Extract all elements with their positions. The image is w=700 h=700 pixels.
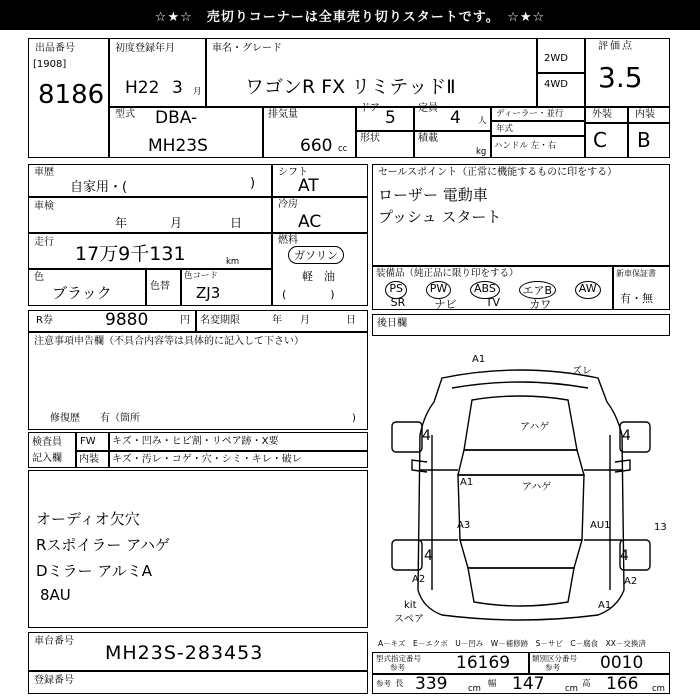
mark-13: 13 bbox=[654, 522, 667, 533]
equip-abs: ABS bbox=[470, 281, 500, 299]
year-label: 年式 bbox=[496, 124, 514, 134]
width-unit: cm bbox=[565, 684, 578, 694]
length-unit: cm bbox=[468, 684, 481, 694]
after-sales-label: 後日欄 bbox=[377, 318, 407, 329]
cooler-value: AC bbox=[298, 212, 322, 232]
equip-airbag: エアB bbox=[519, 281, 557, 299]
mark-au1: AU1 bbox=[590, 520, 611, 531]
new-car-value: 有・無 bbox=[620, 292, 653, 305]
color-code-label: 色コード bbox=[184, 271, 219, 281]
category-label: 類別区分番号 bbox=[532, 654, 577, 663]
history-close: ) bbox=[250, 176, 256, 191]
reg-era: H22 bbox=[125, 78, 160, 98]
first-reg-label: 初度登録年月 bbox=[115, 43, 175, 54]
expiry-month: 月 bbox=[300, 315, 310, 326]
expiry-day: 日 bbox=[346, 315, 356, 326]
mark-4-fl: 4 bbox=[422, 428, 431, 444]
inspection-day: 日 bbox=[230, 216, 243, 230]
mileage-unit: km bbox=[226, 257, 240, 267]
equip-leather: カワ bbox=[529, 298, 552, 311]
drive-4wd: 4WD bbox=[544, 79, 568, 90]
model-label: 型式 bbox=[115, 109, 135, 120]
vin-label: 車台番号 bbox=[34, 636, 74, 647]
seats-value: 4 bbox=[450, 108, 461, 128]
name-value: ワゴンR FX リミテッドⅡ bbox=[245, 76, 456, 98]
reg-number-label: 登録番号 bbox=[34, 675, 74, 686]
new-car-label: 新車保証書 bbox=[616, 269, 656, 278]
expiry-year: 年 bbox=[272, 315, 282, 326]
score-label: 評価点 bbox=[598, 41, 634, 52]
mark-4-fr: 4 bbox=[622, 428, 631, 444]
equip-aw: AW bbox=[575, 281, 601, 299]
int-items: キズ・汚レ・コゲ・穴・シミ・キレ・破レ bbox=[112, 454, 302, 465]
reg-month: 3 bbox=[172, 78, 183, 98]
mark-a2-left: A2 bbox=[412, 574, 426, 585]
width-value: 147 bbox=[512, 674, 545, 694]
length-ref: 参考 bbox=[376, 679, 391, 688]
dealer-label: ディーラー・並行 bbox=[496, 109, 564, 119]
mark-spare: スペア bbox=[394, 614, 424, 625]
sales-label: セールスポイント（正常に機能するものに印をする） bbox=[378, 167, 618, 178]
load-label: 積載 bbox=[418, 133, 438, 144]
r-value: 9880 bbox=[105, 310, 149, 330]
inspection-month: 月 bbox=[170, 216, 183, 230]
cc-label: 排気量 bbox=[268, 109, 298, 120]
comment-line1: オーディオ欠穴 bbox=[36, 510, 140, 528]
equip-tv: TV bbox=[485, 296, 501, 309]
lot-number: 8186 bbox=[38, 80, 105, 110]
color-code-value: ZJ3 bbox=[196, 284, 221, 302]
recycle-row bbox=[28, 310, 368, 332]
equip-pw: PW bbox=[426, 281, 452, 299]
sales-line1: ローザー 電動車 bbox=[378, 186, 488, 204]
sales-line2: プッシュ スタート bbox=[378, 208, 502, 226]
cooler-label: 冷房 bbox=[278, 199, 298, 210]
height-label: 高 bbox=[582, 679, 591, 689]
diagram-legend: A－キズ E－エクボ U－凹み W－補修跡 S－サビ C－腐食 XX－交換済 bbox=[378, 639, 646, 648]
length-value: 339 bbox=[415, 674, 448, 694]
color-value: ブラック bbox=[52, 284, 112, 302]
mark-a1-rear: A1 bbox=[598, 600, 612, 611]
top-section bbox=[28, 38, 670, 158]
month-unit: 月 bbox=[193, 87, 202, 97]
height-value: 166 bbox=[606, 674, 639, 694]
cc-unit: cc bbox=[338, 144, 348, 154]
mark-kit: kit bbox=[404, 600, 417, 611]
fuel-label: 燃料 bbox=[278, 235, 298, 246]
mark-a1-left: A1 bbox=[460, 477, 474, 488]
after-sales-box bbox=[372, 314, 670, 336]
equip-sr: SR bbox=[390, 296, 406, 309]
lot-label: 出品番号 bbox=[35, 43, 75, 54]
mark-a2-right: A2 bbox=[624, 576, 638, 587]
mark-4-rl: 4 bbox=[424, 548, 433, 564]
designation-label: 型式指定番号 bbox=[376, 654, 421, 663]
r-label: R券 bbox=[36, 315, 53, 326]
shift-label: シフト bbox=[278, 167, 308, 178]
mark-4-rr: 4 bbox=[620, 548, 629, 564]
inspection-year: 年 bbox=[115, 216, 128, 230]
color-label: 色 bbox=[34, 272, 44, 283]
designation-ref: 参考 bbox=[390, 663, 405, 672]
category-ref: 参考 bbox=[545, 663, 560, 672]
repair-label: 修復歴 有（箇所 bbox=[50, 413, 140, 424]
shift-value: AT bbox=[298, 176, 319, 196]
repair-close: ) bbox=[352, 413, 356, 424]
handle-label: ハンドル 左・右 bbox=[494, 141, 557, 151]
comment-line3: Dミラー アルミA bbox=[36, 562, 152, 580]
car-damage-diagram bbox=[372, 340, 670, 630]
expiry-label: 名変期限 bbox=[200, 315, 240, 326]
history-value: 自家用・( bbox=[70, 180, 128, 195]
int-value: B bbox=[637, 128, 651, 152]
history-label: 車歴 bbox=[34, 167, 54, 178]
mark-zure: ズレ bbox=[572, 366, 592, 377]
mileage-value: 17万9千131 bbox=[75, 243, 186, 265]
mark-ahage-roof: アハゲ bbox=[522, 482, 552, 493]
width-label: 幅 bbox=[488, 679, 497, 689]
inspection-label: 車検 bbox=[34, 201, 54, 212]
lot-sub: [1908] bbox=[33, 59, 67, 70]
door-value: 5 bbox=[385, 108, 396, 128]
inspector-label2: 記入欄 bbox=[32, 453, 62, 464]
load-unit: kg bbox=[476, 147, 487, 157]
ext-value: C bbox=[593, 128, 607, 152]
model-line2: MH23S bbox=[148, 136, 208, 156]
r-unit: 円 bbox=[180, 315, 190, 326]
fuel-gas: ガソリン bbox=[288, 246, 344, 264]
fuel-light: 軽 油 bbox=[302, 270, 335, 283]
mark-a3: A3 bbox=[457, 520, 471, 531]
cc-value: 660 bbox=[300, 136, 333, 156]
category-value: 0010 bbox=[600, 653, 644, 673]
seats-unit: 人 bbox=[478, 116, 487, 126]
drive-2wd: 2WD bbox=[544, 53, 568, 64]
equip-navi: ナビ bbox=[434, 298, 457, 311]
comment-line2: Rスポイラー アハゲ bbox=[36, 536, 170, 554]
equip-ps: PS bbox=[385, 281, 407, 299]
designation-value: 16169 bbox=[456, 653, 511, 673]
color-change-label: 色替 bbox=[150, 281, 170, 292]
vin-value: MH23S-283453 bbox=[105, 642, 264, 664]
model-line1: DBA- bbox=[155, 108, 198, 128]
door-label: ドア bbox=[360, 103, 380, 114]
length-label: 長 bbox=[395, 679, 404, 689]
height-unit: cm bbox=[652, 684, 665, 694]
fuel-paren: ( ) bbox=[282, 288, 335, 301]
fw-items: キズ・凹み・ヒビ割・リペア跡・X要 bbox=[112, 436, 279, 447]
header-banner: ☆★☆ 売切りコーナーは全車売り切りスタートです。 ☆★☆ bbox=[0, 0, 700, 30]
ext-label: 外装 bbox=[592, 109, 612, 120]
equip-label: 装備品（純正品に限り印をする） bbox=[376, 268, 519, 279]
seats-label: 定員 bbox=[418, 103, 438, 114]
name-label: 車名・グレード bbox=[212, 43, 282, 54]
mileage-label: 走行 bbox=[34, 237, 54, 248]
int-inspect-label: 内装 bbox=[79, 454, 99, 465]
notes-title: 注意事項申告欄（不具合内容等は具体的に記入して下さい） bbox=[34, 336, 304, 347]
shape-label: 形状 bbox=[360, 133, 380, 144]
mark-ahage-hood: アハゲ bbox=[520, 422, 550, 433]
inspector-label1: 検査員 bbox=[32, 437, 62, 448]
int-label: 内装 bbox=[635, 109, 655, 120]
score-value: 3.5 bbox=[598, 61, 643, 94]
comment-line4: 8AU bbox=[40, 586, 71, 604]
fw-label: FW bbox=[80, 436, 96, 447]
mark-a1-front: A1 bbox=[472, 354, 486, 365]
equip-row2 bbox=[376, 296, 566, 312]
